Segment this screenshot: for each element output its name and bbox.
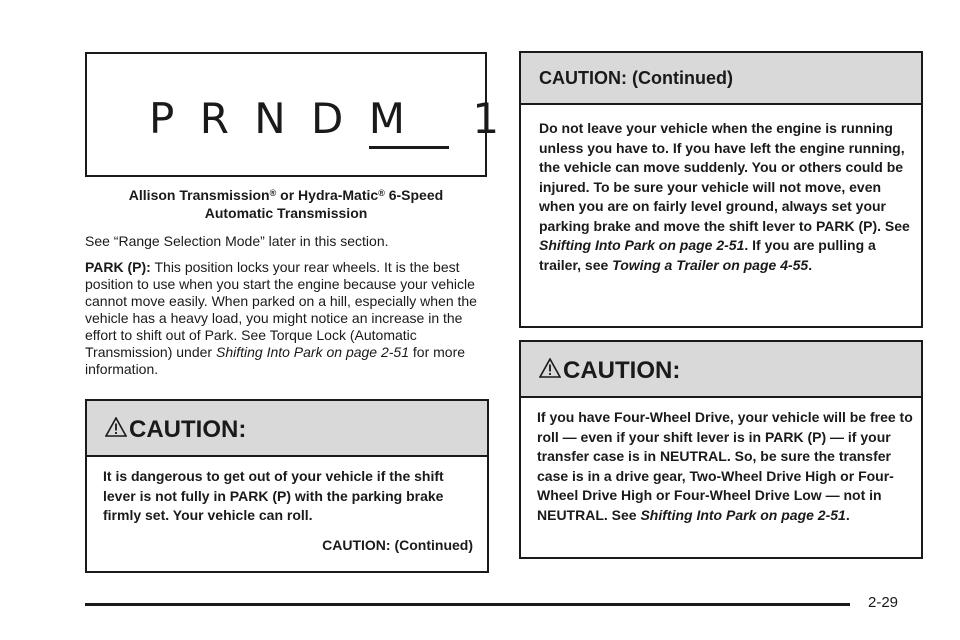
gear-number-1: 1: [472, 94, 506, 143]
caution-text: Do not leave your vehicle when the engine is running unless you have to. If you have left the engine running, the vehicle can move suddenly. You or others could be injured. To be sure your vehicle will not move, even when you are on fairly level ground, always set your parking brake and move the shift lever to PARK (P). See: [539, 120, 910, 234]
page-number: 2-29: [868, 594, 899, 611]
caption-allison: Allison Transmission: [128, 187, 270, 203]
gear-letter-d: D: [311, 94, 350, 143]
park-ref-link[interactable]: Shifting Into Park on page 2-51: [215, 344, 410, 360]
warning-triangle-icon: [105, 417, 127, 437]
park-paragraph: [85, 259, 487, 378]
caution-box-3: [519, 340, 923, 559]
caution-header: [521, 53, 921, 105]
park-tail: for more information.: [85, 344, 466, 377]
caution-body: [103, 467, 473, 555]
caption-hydramatic: or Hydra-Matic: [276, 187, 379, 203]
caution-body: [537, 408, 913, 525]
caution-title: CAUTION: (Continued): [539, 68, 733, 88]
caution-title: CAUTION:: [563, 357, 681, 384]
park-text: This position locks your rear wheels. It is the best position to use when you start the engine because your vehicle cannot move easily. When parked on a hill, especially when the vehicle has a heavy load, you might notice an increase in the effort to shift out of Park. See Torque Lock (Automatic Transmission) under: [85, 259, 477, 360]
gear-indicator-letters: [149, 94, 505, 143]
caution-box-1: [85, 399, 489, 573]
caution-text: It is dangerous to get out of your vehicle if the shift lever is not fully in PARK (P) with the parking brake firmly set. Your vehicle can roll.: [103, 468, 444, 523]
caution-text-end: .: [845, 506, 850, 523]
caution-header: [521, 342, 921, 398]
gear-letter-p: P: [149, 94, 181, 143]
caution-text-end: .: [808, 256, 813, 273]
caution-body: [539, 119, 911, 275]
shifting-park-ref-link[interactable]: Shifting Into Park on page 2-51: [640, 506, 846, 523]
gear-letter-n: N: [254, 94, 292, 143]
registered-mark: ®: [269, 188, 277, 198]
towing-trailer-ref-link[interactable]: Towing a Trailer on page 4-55: [612, 256, 809, 273]
caution-text: If you have Four-Wheel Drive, your vehicle will be free to roll — even if your shift lever is in PARK (P) — if your transfer case is in NEUTRAL. So, be sure the transfer case is in a drive gear, Two-Wheel Drive High or Four-Wheel Drive High or Four-Wheel Drive Low — not in NEUTRAL. See: [537, 409, 913, 523]
caution-text-mid: . If you are pulling a trailer, see: [539, 237, 876, 273]
caution-continued-label: CAUTION: (Continued): [322, 536, 473, 553]
caption-6speed: 6-Speed: [384, 187, 444, 203]
gear-letter-r: R: [199, 94, 235, 143]
gear-indicator-illustration: [85, 52, 506, 177]
gear-m-underline: [369, 146, 449, 149]
park-lead: PARK (P):: [85, 259, 151, 275]
caution-box-continued: [519, 51, 923, 328]
gear-letter-m-text: M: [368, 94, 411, 143]
caution-title: CAUTION:: [129, 416, 247, 443]
see-paragraph: See “Range Selection Mode” later in this section.: [85, 233, 389, 249]
figure-caption: [85, 186, 487, 222]
caution-header: [87, 401, 487, 457]
gear-letter-m: [369, 94, 415, 143]
caption-line2: Automatic Transmission: [204, 205, 368, 221]
footer-rule: [85, 603, 850, 606]
registered-mark: ®: [378, 188, 385, 198]
warning-triangle-icon: [539, 358, 561, 378]
shifting-park-ref-link[interactable]: Shifting Into Park on page 2-51: [539, 237, 745, 253]
